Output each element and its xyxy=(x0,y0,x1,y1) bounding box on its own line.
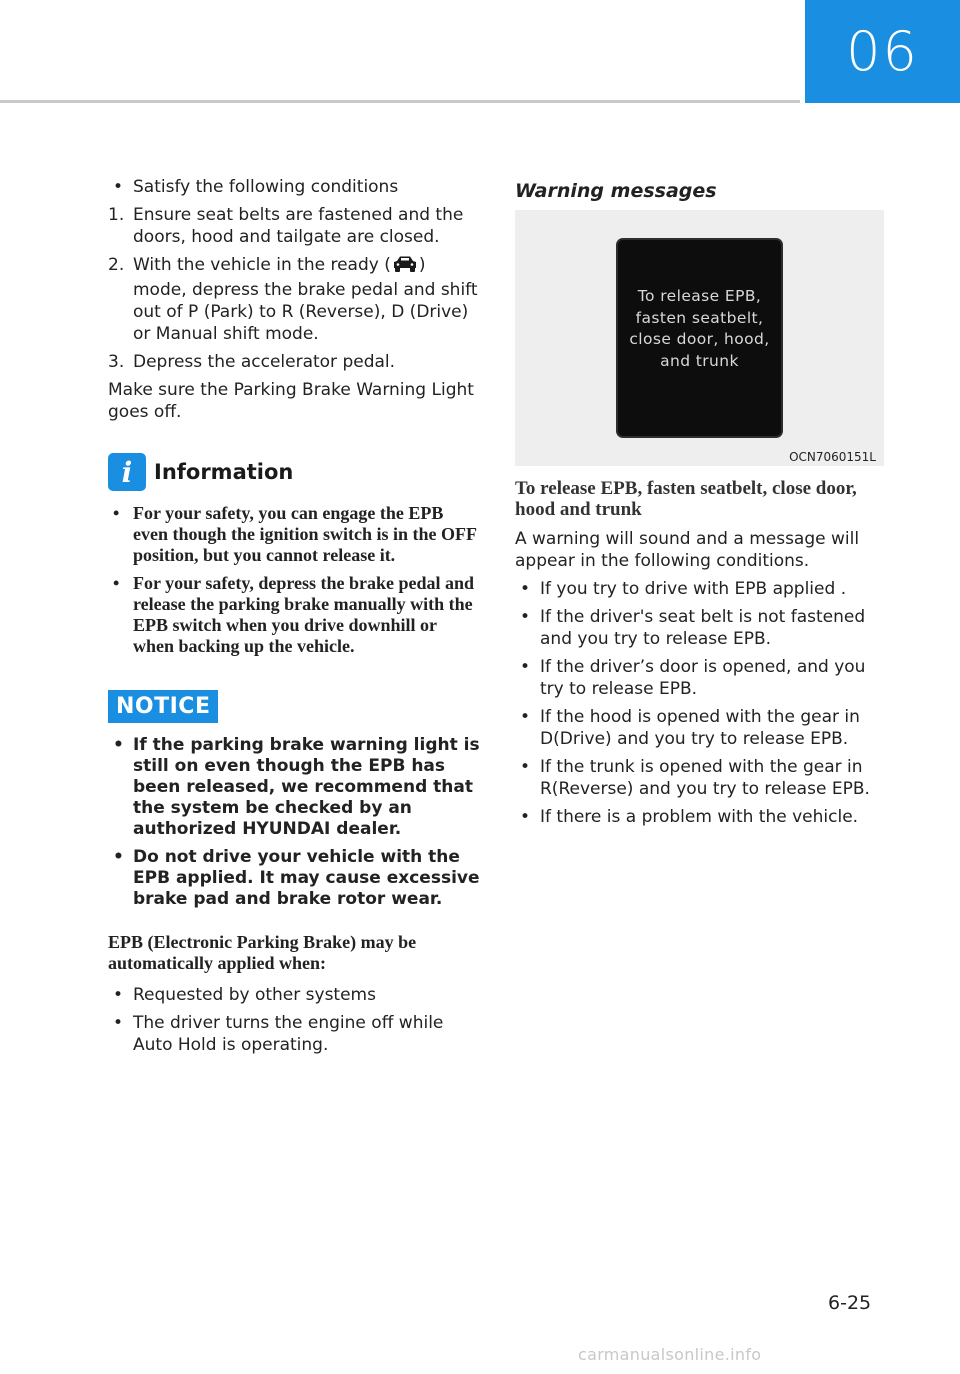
step-text: Ensure seat belts are fastened and the doors, hood and tailgate are closed. xyxy=(133,205,464,247)
bullet-marker: • xyxy=(113,847,124,867)
bullet-marker: • xyxy=(113,985,124,1005)
left-column xyxy=(108,176,480,1062)
epb-item-text: The driver turns the engine off while Auto Hold is operating. xyxy=(133,1013,444,1055)
bullet-marker: • xyxy=(520,807,531,827)
information-item-text: For your safety, you can engage the EPB even though the ignition switch is in the OFF position, but you cannot release it. xyxy=(133,503,477,565)
information-item xyxy=(108,503,480,566)
information-title: Information xyxy=(154,460,294,484)
warning-item-text: If the hood is opened with the gear in D(Drive) and you try to release EPB. xyxy=(540,707,860,749)
bullet-marker: • xyxy=(113,177,124,197)
notice-item-text: If the parking brake warning light is still on even though the EPB has been released, we recommend that the system be checked by an authorized HYUNDAI dealer. xyxy=(133,735,480,839)
information-item xyxy=(108,573,480,657)
intro-bullet-text: Satisfy the following conditions xyxy=(133,177,399,197)
information-icon: i xyxy=(108,453,146,491)
warning-item-text: If the trunk is opened with the gear in R(Reverse) and you try to release EPB. xyxy=(540,757,870,799)
step-text: Depress the accelerator pedal. xyxy=(133,352,396,372)
cluster-display xyxy=(618,240,781,436)
bullet-marker: • xyxy=(520,657,531,677)
notice-item xyxy=(108,847,480,910)
cluster-message-line: fasten seatbelt, xyxy=(635,308,764,327)
bullet-marker: • xyxy=(113,1013,124,1033)
step-number: 2. xyxy=(108,255,125,275)
epb-item xyxy=(108,1012,480,1056)
warning-item xyxy=(515,656,887,700)
warning-item-text: If you try to drive with EPB applied . xyxy=(540,579,847,599)
epb-heading: EPB (Electronic Parking Brake) may be automatically applied when: xyxy=(108,932,417,973)
bullet-marker: • xyxy=(520,757,531,777)
bullet-marker: • xyxy=(113,503,120,523)
information-item-text: For your safety, depress the brake pedal and release the parking brake manually with the EPB switch when you drive downhill or when backing up the vehicle. xyxy=(133,573,475,656)
step-number: 1. xyxy=(108,205,125,225)
warning-messages-heading: Warning messages xyxy=(515,180,717,202)
warning-item xyxy=(515,606,887,650)
notice-item xyxy=(108,735,480,840)
right-column xyxy=(515,176,887,834)
warning-item-text: If the driver’s door is opened, and you try to release EPB. xyxy=(540,657,866,699)
warning-item xyxy=(515,806,887,828)
chapter-tab: 06 xyxy=(805,0,960,103)
closing-text: Make sure the Parking Brake Warning Light goes off. xyxy=(108,380,474,422)
warning-item xyxy=(515,578,887,600)
warning-item xyxy=(515,706,887,750)
bullet-marker: • xyxy=(113,573,120,593)
information-header xyxy=(108,453,480,491)
figure-code: OCN7060151L xyxy=(789,450,876,464)
information-list xyxy=(108,503,480,657)
step-text-post: ) mode, depress the brake pedal and shift out of P (Park) to R (Reverse), D (Drive) or Manual shift mode. xyxy=(133,255,478,344)
step-2 xyxy=(108,254,480,345)
bullet-marker: • xyxy=(520,607,531,627)
cluster-message xyxy=(629,286,769,436)
warning-item-text: If the driver's seat belt is not fastened and you try to release EPB. xyxy=(540,607,866,649)
cluster-message-line: and trunk xyxy=(660,351,739,370)
warning-intro: A warning will sound and a message will appear in the following conditions. xyxy=(515,529,860,571)
watermark: carmanualsonline.info xyxy=(578,1345,762,1364)
car-ready-icon xyxy=(392,255,418,279)
step-number: 3. xyxy=(108,352,125,372)
warning-figure xyxy=(515,210,884,466)
bullet-marker: • xyxy=(113,735,124,755)
cluster-message-line: close door, hood, xyxy=(629,330,770,348)
bullet-marker: • xyxy=(520,579,531,599)
step-1 xyxy=(108,204,480,248)
step-3 xyxy=(108,351,480,373)
epb-item xyxy=(108,984,480,1006)
page-number: 6-25 xyxy=(828,1292,872,1314)
notice-label: NOTICE xyxy=(108,690,218,723)
cluster-message-line: To release EPB, xyxy=(637,287,762,305)
figure-caption: To release EPB, fasten seatbelt, close door, hood and trunk xyxy=(515,478,857,520)
epb-item-text: Requested by other systems xyxy=(133,985,376,1005)
warning-item-text: If there is a problem with the vehicle. xyxy=(540,807,859,827)
notice-list xyxy=(108,735,480,910)
intro-bullet xyxy=(108,176,480,198)
warning-item xyxy=(515,756,887,800)
bullet-marker: • xyxy=(520,707,531,727)
header-rule xyxy=(0,100,800,103)
step-text-pre: With the vehicle in the ready ( xyxy=(133,255,391,275)
notice-item-text: Do not drive your vehicle with the EPB applied. It may cause excessive brake pad and brake rotor wear. xyxy=(133,847,480,909)
